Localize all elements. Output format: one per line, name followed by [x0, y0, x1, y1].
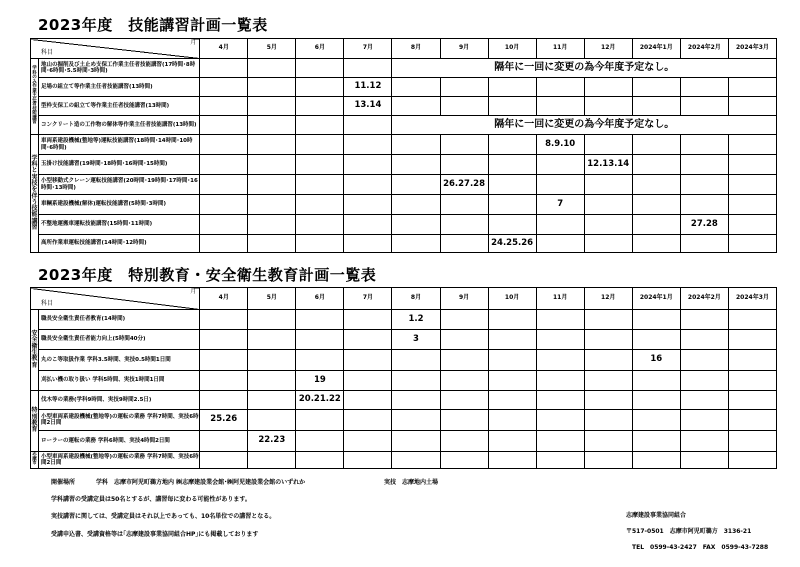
- table-row: [31, 330, 777, 350]
- course-name: 玉掛け技能講習(19時間･18時間･16時間･15時間): [39, 155, 200, 175]
- schedule-date: 22.23: [248, 431, 296, 452]
- table-row: [31, 116, 777, 135]
- month-label: 月: [190, 39, 197, 46]
- special-education-schedule-table: [30, 287, 777, 469]
- table-row: [31, 391, 777, 410]
- category-cell-work-chief: 学科のみ作業主任者技能講習: [31, 59, 39, 135]
- schedule-date: 16: [632, 350, 680, 371]
- header-corner-cell: [31, 288, 200, 310]
- table-row: [31, 97, 777, 116]
- table-row: [31, 410, 777, 431]
- schedule-date: 3: [392, 330, 440, 350]
- schedule-note: 隔年に一回に変更の為今年度予定なし。: [392, 116, 777, 135]
- schedule-date: 1.2: [392, 310, 440, 330]
- note-practical: 実技講習に関しては、受講定員はそれ以上であっても、10名単位での講習となる。: [51, 513, 276, 520]
- category-cell-shima: 志摩市: [31, 452, 39, 469]
- month-header: 2024年1月: [632, 39, 680, 59]
- month-header: 11月: [536, 39, 584, 59]
- table-row: [31, 215, 777, 235]
- month-header: 5月: [248, 39, 296, 59]
- venue-jitsugi: 実技 志摩地内土場: [384, 479, 439, 486]
- schedule-date: 12.13.14: [584, 155, 632, 175]
- course-name: 地山の掘削及び土止め支保工作業主任者技能講習(17時間･8時間･6時間･5.5時間･3時間): [39, 59, 200, 78]
- month-header: 10月: [488, 288, 536, 310]
- table-row: [31, 155, 777, 175]
- schedule-date: 19: [296, 371, 344, 391]
- venue-label: 開催場所: [51, 479, 76, 486]
- schedule-date: 7: [536, 195, 584, 215]
- month-header: 7月: [344, 288, 392, 310]
- course-name: 足場の組立て等作業主任者技能講習(13時間): [39, 78, 200, 97]
- month-header: 11月: [536, 288, 584, 310]
- course-name: コンクリート造の工作物の解体等作業主任者技能講習(13時間): [39, 116, 200, 135]
- category-cell-safety: 安全衛生教育: [31, 310, 39, 391]
- table-row: [31, 135, 777, 155]
- schedule-date: 25.26: [200, 410, 248, 431]
- table-row: [31, 452, 777, 469]
- schedule-date: 24.25.26: [488, 235, 536, 253]
- table-row: [31, 59, 777, 78]
- month-header: 9月: [440, 288, 488, 310]
- month-header: 5月: [248, 288, 296, 310]
- table-header-row: [31, 39, 777, 59]
- organization-name: 志摩建設事業協同組合: [626, 512, 687, 519]
- table-row: [31, 371, 777, 391]
- month-header: 6月: [296, 288, 344, 310]
- note-application: 受講申込書、受講資格等は｢志摩建設事業協同組合HP｣にも掲載しております: [51, 531, 259, 538]
- schedule-date: 27.28: [680, 215, 728, 235]
- course-name: 丸のこ等取扱作業 学科3.5時間、実技0.5時間1日間: [39, 350, 200, 371]
- table-row: [31, 310, 777, 330]
- month-header: 8月: [392, 39, 440, 59]
- subject-label: 科目: [41, 300, 54, 308]
- month-header: 4月: [200, 288, 248, 310]
- table-row: [31, 350, 777, 371]
- subject-label: 科目: [41, 49, 54, 57]
- month-header: 12月: [584, 39, 632, 59]
- table-header-row: [31, 288, 777, 310]
- schedule-note: 隔年に一回に変更の為今年度予定なし。: [392, 59, 777, 78]
- organization-address: 〒517-0501 志摩市阿児町鵜方 3136-21: [626, 528, 752, 535]
- month-header: 2024年3月: [728, 39, 776, 59]
- header-corner-cell: [31, 39, 200, 59]
- month-header: 8月: [392, 288, 440, 310]
- course-name: 不整地運搬車運転技能講習(15時間･11時間): [39, 215, 200, 235]
- category-cell-practical: 学科と実技を伴う技能講習: [31, 135, 39, 253]
- course-name: 車両系建設機械(整地等)運転技能講習(18時間･14時間･10時間･6時間): [39, 135, 200, 155]
- month-header: 6月: [296, 39, 344, 59]
- schedule-date: 13.14: [344, 97, 392, 116]
- month-header: 9月: [440, 39, 488, 59]
- course-name: 小型移動式クレーン運転技能講習(20時間･19時間･17時間･16時間･13時間): [39, 175, 200, 195]
- course-name: 小型車両系建設機械(整地等)の運転の業務 学科7時間、実技6時間2日間: [39, 452, 200, 469]
- course-name: 車輌系建設機械(解体)運転技能講習(5時間･3時間): [39, 195, 200, 215]
- month-header: 4月: [200, 39, 248, 59]
- month-header: 2024年2月: [680, 288, 728, 310]
- page-title-skill-training: 2023年度 技能講習計画一覧表: [38, 16, 268, 34]
- venue-gakka: 学科 志摩市阿児町鵜方地内 ㈱志摩建設業会館･㈱阿児建設業会館のいずれか: [96, 479, 306, 486]
- schedule-date: 20.21.22: [296, 391, 344, 410]
- table-row: [31, 78, 777, 97]
- month-header: 2024年1月: [632, 288, 680, 310]
- schedule-date: 8.9.10: [536, 135, 584, 155]
- course-name: ローラーの運転の業務 学科6時間、実技4時間2日間: [39, 431, 200, 452]
- course-name: 小型車両系建設機械(整地等)の運転の業務 学科7時間、実技6時間2日間: [39, 410, 200, 431]
- schedule-date: 26.27.28: [440, 175, 488, 195]
- note-capacity: 学科講習の受講定員は50名とするが、講習毎に変わる可能性があります。: [51, 496, 251, 503]
- table-row: [31, 431, 777, 452]
- table-row: [31, 195, 777, 215]
- page-title-special-education: 2023年度 特別教育・安全衛生教育計画一覧表: [38, 266, 377, 284]
- month-header: 10月: [488, 39, 536, 59]
- month-header: 2024年3月: [728, 288, 776, 310]
- course-name: 伐木等の業務(学科9時間、実技9時間2.5日): [39, 391, 200, 410]
- course-name: 職長安全衛生責任者教育(14時間): [39, 310, 200, 330]
- course-name: 職長安全衛生責任者能力向上(5時間40分): [39, 330, 200, 350]
- table-row: [31, 235, 777, 253]
- schedule-date: 11.12: [344, 78, 392, 97]
- category-cell-special: 特別教育: [31, 391, 39, 452]
- month-header: 2024年2月: [680, 39, 728, 59]
- organization-contact: TEL 0599-43-2427 FAX 0599-43-7288: [632, 544, 769, 551]
- table-row: [31, 175, 777, 195]
- course-name: 高所作業車運転技能講習(14時間･12時間): [39, 235, 200, 253]
- month-header: 7月: [344, 39, 392, 59]
- month-label: 月: [190, 288, 197, 295]
- course-name: 刈払い機の取り扱い 学科5時間、実技1時間1日間: [39, 371, 200, 391]
- skill-training-schedule-table: [30, 38, 777, 253]
- month-header: 12月: [584, 288, 632, 310]
- course-name: 型枠支保工の組立て等作業主任者技能講習(13時間): [39, 97, 200, 116]
